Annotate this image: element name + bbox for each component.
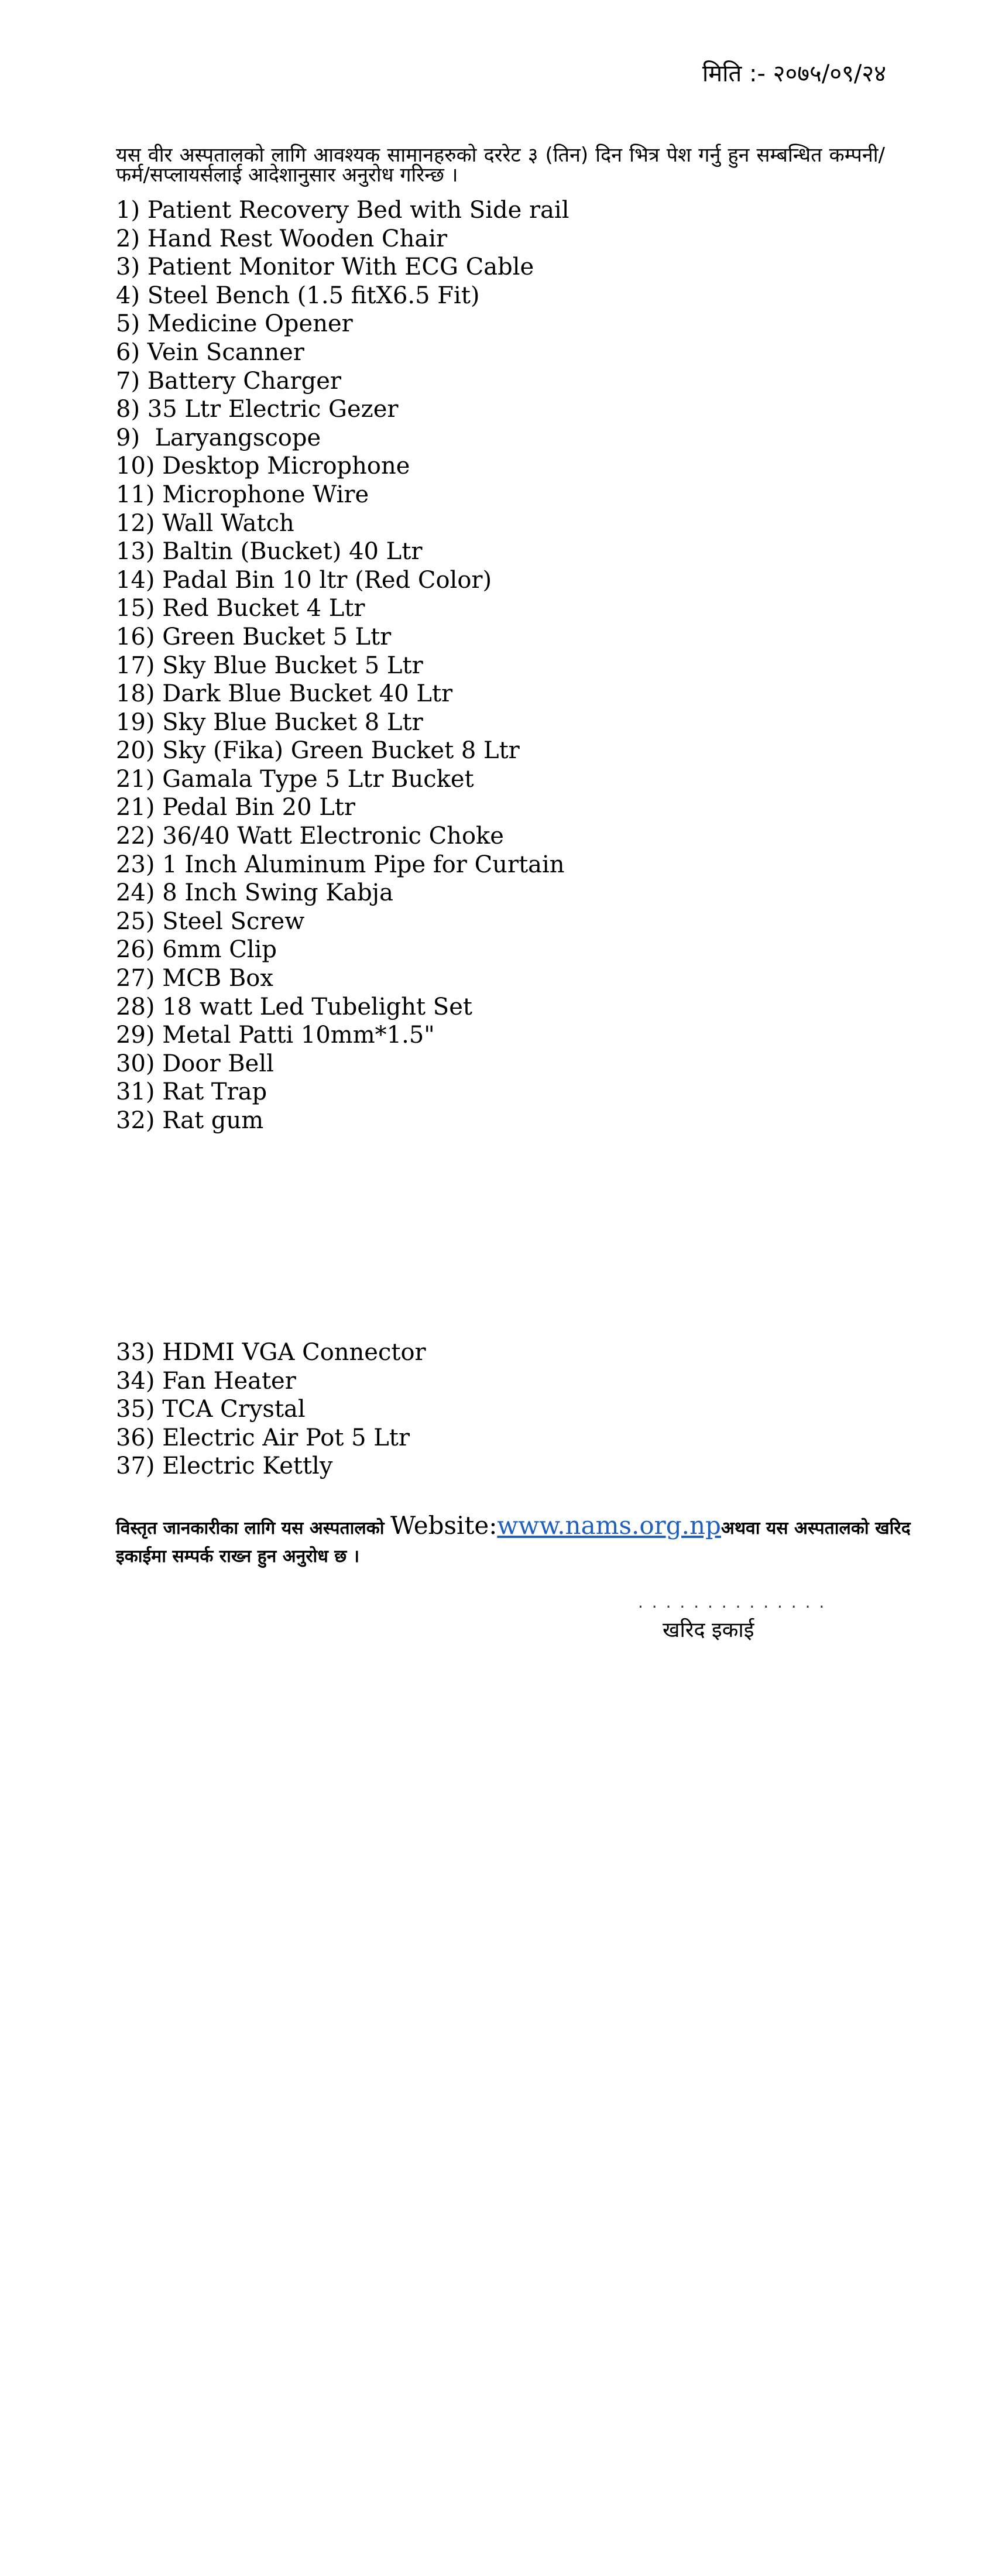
list-item: 29) Metal Patti 10mm*1.5" bbox=[116, 1022, 435, 1049]
list-item: 25) Steel Screw bbox=[116, 907, 305, 935]
list-item: 31) Rat Trap bbox=[116, 1078, 267, 1106]
notice-intro-paragraph: यस वीर अस्पतालको लागि आवश्यक सामानहरुको दररेट ३ (तिन) दिन भित्र पेश गर्नु हुन सम्बन्धित कम्पनी/फर्म/सप्लायर्सलाई आदेशानुसार अनुरोध गरिन्छ । bbox=[116, 143, 885, 187]
signature-dotted-line: . . . . . . . . . . . . . . bbox=[638, 1592, 826, 1612]
list-item: 37) Electric Kettly bbox=[116, 1453, 333, 1480]
list-item: 23) 1 Inch Aluminum Pipe for Curtain bbox=[116, 851, 565, 878]
list-item: 10) Desktop Microphone bbox=[116, 453, 410, 480]
list-item: 16) Green Bucket 5 Ltr bbox=[116, 623, 392, 650]
list-item: 11) Microphone Wire bbox=[116, 481, 369, 508]
list-item: 9) Laryangscope bbox=[116, 424, 321, 451]
website-label: Website: bbox=[390, 1511, 498, 1540]
list-item: 35) TCA Crystal bbox=[116, 1396, 306, 1423]
contact-note bbox=[116, 1512, 935, 1571]
list-item: 5) Medicine Opener bbox=[116, 310, 353, 338]
list-item: 13) Baltin (Bucket) 40 Ltr bbox=[116, 538, 423, 566]
list-item: 17) Sky Blue Bucket 5 Ltr bbox=[116, 652, 423, 679]
list-item: 36) Electric Air Pot 5 Ltr bbox=[116, 1424, 410, 1451]
list-item: 28) 18 watt Led Tubelight Set bbox=[116, 993, 472, 1020]
list-item: 26) 6mm Clip bbox=[116, 936, 277, 964]
list-item: 7) Battery Charger bbox=[116, 367, 341, 395]
list-item: 22) 36/40 Watt Electronic Choke bbox=[116, 823, 504, 850]
list-item: 34) Fan Heater bbox=[116, 1367, 296, 1395]
list-item: 20) Sky (Fika) Green Bucket 8 Ltr bbox=[116, 737, 520, 765]
list-item: 4) Steel Bench (1.5 fitX6.5 Fit) bbox=[116, 282, 480, 309]
list-item: 12) Wall Watch bbox=[116, 509, 294, 537]
contact-note-suffix: अथवा यस अस्पतालको खरिद इकाईमा सम्पर्क राख्न हुन अनुरोध छ । bbox=[116, 1518, 911, 1567]
list-item: 33) HDMI VGA Connector bbox=[116, 1339, 426, 1366]
list-item: 21) Gamala Type 5 Ltr Bucket bbox=[116, 765, 474, 793]
list-item: 32) Rat gum bbox=[116, 1107, 264, 1134]
list-item: 27) MCB Box bbox=[116, 965, 273, 992]
list-item: 15) Red Bucket 4 Ltr bbox=[116, 595, 365, 622]
list-item: 14) Padal Bin 10 ltr (Red Color) bbox=[116, 566, 492, 594]
list-item: 19) Sky Blue Bucket 8 Ltr bbox=[116, 708, 423, 736]
contact-note-prefix: विस्तृत जानकारीका लागि यस अस्पतालको bbox=[116, 1518, 390, 1539]
notice-date: मिति :- २०७५/०९/२४ bbox=[702, 60, 886, 87]
list-item: 18) Dark Blue Bucket 40 Ltr bbox=[116, 680, 453, 708]
list-item: 2) Hand Rest Wooden Chair bbox=[116, 225, 448, 252]
list-item: 1) Patient Recovery Bed with Side rail bbox=[116, 197, 569, 224]
website-link[interactable]: www.nams.org.np bbox=[497, 1511, 721, 1540]
items-list-part-1 bbox=[116, 196, 569, 1135]
list-item: 6) Vein Scanner bbox=[116, 338, 304, 366]
list-item: 21) Pedal Bin 20 Ltr bbox=[116, 794, 356, 821]
items-list-part-2 bbox=[116, 1338, 426, 1481]
signature-label: खरिद इकाई bbox=[663, 1618, 754, 1642]
list-item: 30) Door Bell bbox=[116, 1050, 274, 1077]
list-item: 3) Patient Monitor With ECG Cable bbox=[116, 254, 534, 281]
list-item: 8) 35 Ltr Electric Gezer bbox=[116, 396, 399, 423]
list-item: 24) 8 Inch Swing Kabja bbox=[116, 879, 393, 907]
